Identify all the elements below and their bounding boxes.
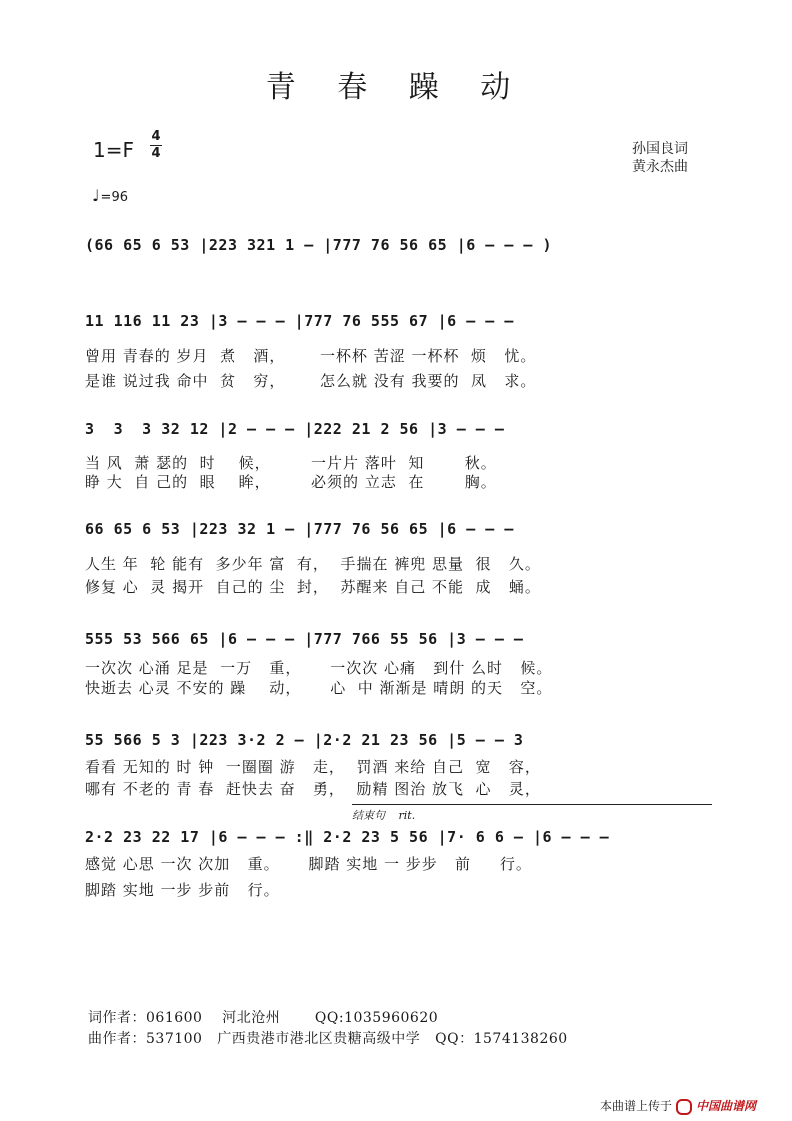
quarter-note-icon: ♩ — [92, 186, 100, 205]
lyric-line: 当 风 萧 瑟的 时 候， 一片片 落叶 知 秋。 — [85, 454, 497, 472]
time-signature — [150, 130, 162, 161]
ending-bracket — [352, 804, 712, 823]
site-name[interactable]: 中国曲谱网 — [696, 1099, 757, 1113]
credits — [632, 140, 688, 176]
lyric-line: 看看 无知的 时 钟 一圈圈 游 走， 罚酒 来给 自己 宽 容， — [85, 758, 541, 776]
staff-system-7: 2·2 23 22 17 |6 – – – :‖ 2·2 23 5 56 |7· 6 6 – |6 – – – — [85, 828, 610, 846]
rit-mark: rit. — [398, 809, 416, 822]
lyric-line: 一次次 心涌 足是 一万 重， 一次次 心痛 到什 么时 候。 — [85, 659, 553, 677]
composer-credit: 黄永杰曲 — [632, 159, 688, 175]
page-title: 青 春 躁 动 — [265, 70, 527, 105]
tempo-marking — [92, 186, 128, 205]
lyric-line: 修复 心 灵 揭开 自己的 尘 封， 苏醒来 自己 不能 成 蛹。 — [85, 578, 541, 596]
upload-note — [600, 1097, 756, 1115]
ending-mark: 结束句 — [352, 809, 385, 822]
upload-text: 本曲谱上传于 — [600, 1099, 673, 1113]
staff-system-4: 66 65 6 53 |223 32 1 – |777 76 56 65 |6 – – – — [85, 520, 514, 538]
lyric-line: 睁 大 自 己的 眼 眸， 必须的 立志 在 胸。 — [85, 473, 497, 491]
lyric-line: 感觉 心思 一次 次加 重。 脚踏 实地 一 步步 前 行。 — [85, 855, 532, 873]
lyric-line: 脚踏 实地 一步 步前 行。 — [85, 881, 280, 899]
key-signature: 1=F — [93, 138, 134, 162]
lyric-line: 快逝去 心灵 不安的 躁 动， 心 中 渐渐是 晴朗 的天 空。 — [85, 679, 553, 697]
staff-system-3: 3 3 3 32 12 |2 – – – |222 21 2 56 |3 – – – — [85, 420, 505, 438]
site-logo-icon — [676, 1099, 692, 1115]
lyric-line: 曾用 青春的 岁月 煮 酒， 一杯杯 苦涩 一杯杯 烦 忧。 — [85, 347, 537, 365]
time-top: 4 — [151, 129, 161, 144]
lyricist-credit: 孙国良词 — [632, 141, 688, 157]
time-bottom: 4 — [151, 146, 161, 161]
staff-system-6: 55 566 5 3 |223 3·2 2 – |2·2 21 23 56 |5 – – 3 — [85, 731, 524, 749]
footer-lyricist-info: 词作者：061600 河北沧州 QQ:1035960620 — [88, 1010, 439, 1026]
staff-system-2: 11 116 11 23 |3 – – – |777 76 555 67 |6 – – – — [85, 312, 514, 330]
lyric-line: 是谁 说过我 命中 贫 穷， 怎么就 没有 我要的 凤 求。 — [85, 372, 537, 390]
staff-system-5: 555 53 566 65 |6 – – – |777 766 55 56 |3 – – – — [85, 630, 524, 648]
staff-system-1: (66 65 6 53 |223 321 1 – |777 76 56 65 |6 – – – ) — [85, 236, 553, 254]
footer-composer-info: 曲作者：537100 广西贵港市港北区贵糖高级中学 QQ：1574138260 — [88, 1031, 568, 1047]
lyric-line: 哪有 不老的 青 春 赶快去 奋 勇， 励精 图治 放飞 心 灵， — [85, 780, 541, 798]
tempo-value: =96 — [100, 190, 128, 205]
lyric-line: 人生 年 轮 能有 多少年 富 有， 手揣在 裤兜 思量 很 久。 — [85, 555, 541, 573]
